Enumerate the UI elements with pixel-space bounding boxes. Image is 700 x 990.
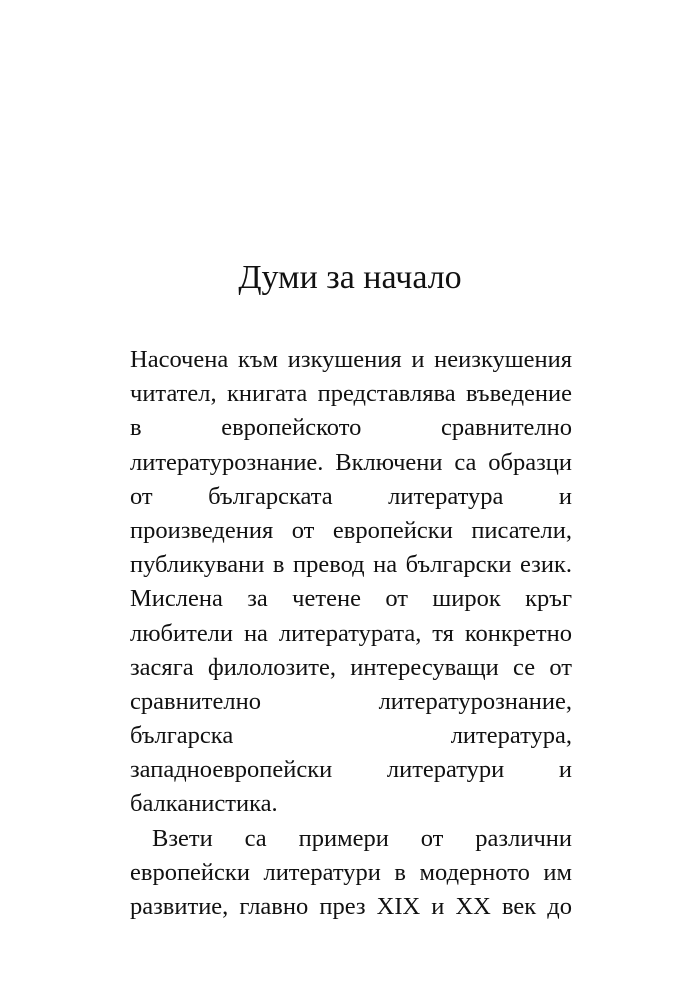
text-line: от българската литература и xyxy=(130,482,572,510)
text-line: в европейското сравнително xyxy=(130,414,572,442)
paragraph-2 xyxy=(130,822,572,925)
text-line: Насочена към изкушения и неизкушения xyxy=(130,346,572,373)
text-line: сравнително литературознание, xyxy=(130,687,572,715)
text-line: развитие, главно през XIX и XX век до xyxy=(130,893,572,920)
text-line: произведения от европейски писатели, xyxy=(130,516,572,544)
text-line: Взети са примери от различни xyxy=(152,824,572,852)
text-line: читател, книгата представлява въведение xyxy=(130,380,572,408)
page-title: Думи за начало xyxy=(238,259,462,296)
text-line: засяга филолозите, интересуващи се от xyxy=(130,653,572,681)
text-line: любители на литературата, тя конкретно xyxy=(130,619,572,647)
text-line: Мислена за четене от широк кръг xyxy=(130,585,572,613)
paragraph-1 xyxy=(130,343,572,822)
body-text xyxy=(130,343,572,924)
text-line: литературознание. Включени са образци xyxy=(130,448,572,476)
text-line: балканистика. xyxy=(130,790,278,818)
text-line: българска литература, xyxy=(130,722,572,750)
text-line: западноевропейски литератури и xyxy=(130,756,572,784)
text-line: европейски литератури в модерното им xyxy=(130,858,572,886)
text-line: публикувани в превод на български език. xyxy=(130,551,572,579)
